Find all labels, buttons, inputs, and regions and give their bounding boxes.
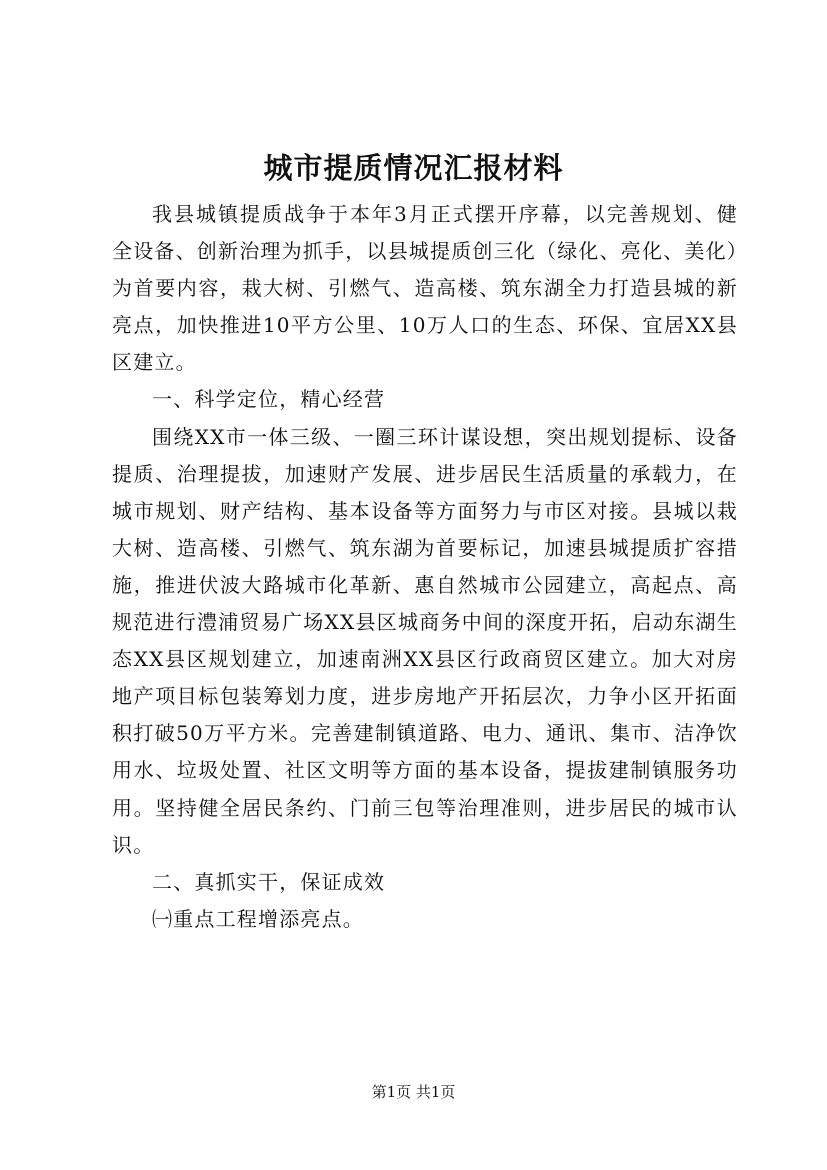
paragraph-intro: 我县城镇提质战争于本年3月正式摆开序幕，以完善规划、健全设备、创新治理为抓手，以县城提质创三化（绿化、亮化、美化）为首要内容，栽大树、引燃气、造高楼、筑东湖全力打造县城的新亮点，加快推进10平方公里、10万人口的生态、环保、宜居XX县区建立。 (112, 202, 738, 375)
section-heading-1: 一、科学定位，精心经营 (152, 387, 386, 412)
page-footer: 第1页 共1页 (371, 1083, 456, 1101)
document-body (112, 196, 738, 938)
section-heading-2: 二、真抓实干，保证成效 (152, 869, 386, 894)
subsection-heading-1: ㈠重点工程增添亮点。 (152, 906, 364, 931)
paragraph-section-1: 围绕XX市一体三级、一圈三环计谋设想，突出规划提标、设备提质、治理提拔，加速财产发展、进步居民生活质量的承载力，在城市规划、财产结构、基本设备等方面努力与市区对接。县城以栽大树、造高楼、引燃气、筑东湖为首要标记，加速县城提质扩容措施，推进伏波大路城市化革新、惠自然城市公园建立，高起点、高规范进行澧浦贸易广场XX县区城商务中间的深度开拓，启动东湖生态XX县区规划建立，加速南洲XX县区行政商贸区建立。加大对房地产项目标包装筹划力度，进步房地产开拓层次，力争小区开拓面积打破50万平方米。完善建制镇道路、电力、通讯、集市、洁净饮用水、垃圾处置、社区文明等方面的基本设备，提拔建制镇服务功用。坚持健全居民条约、门前三包等治理准则，进步居民的城市认识。 (112, 424, 738, 857)
document-title: 城市提质情况汇报材料 (263, 151, 564, 185)
